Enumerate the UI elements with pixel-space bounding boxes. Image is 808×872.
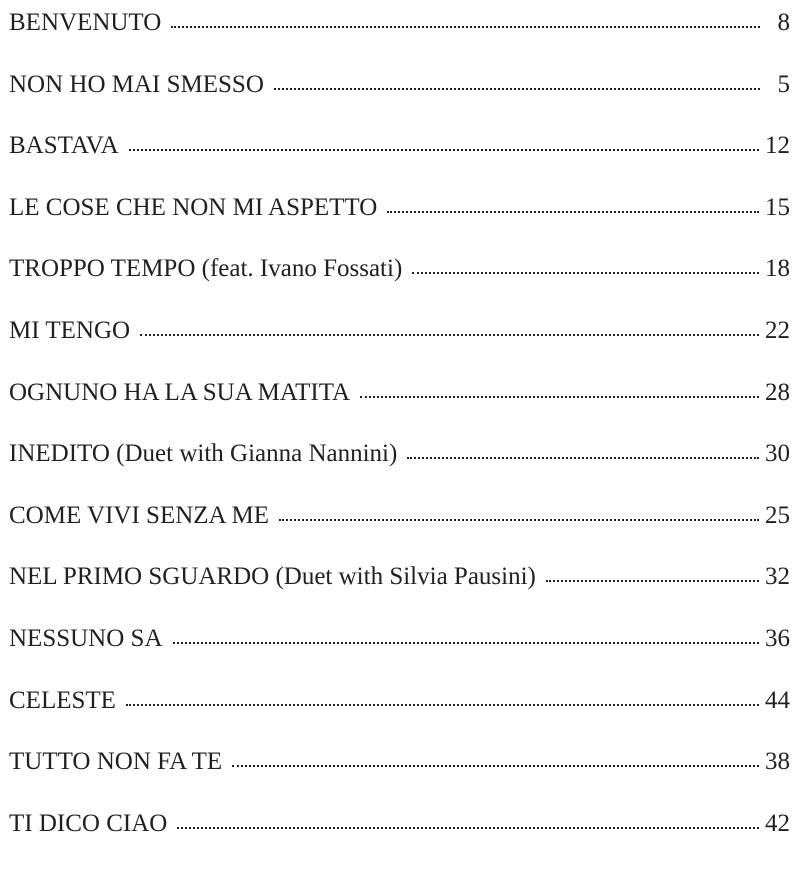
toc-entry-page-number: 12 bbox=[765, 132, 790, 160]
dot-leader bbox=[546, 578, 759, 582]
toc-entry-title: TUTTO NON FA TE bbox=[9, 748, 223, 776]
toc-entry-title: LE COSE CHE NON MI ASPETTO bbox=[9, 193, 378, 221]
dot-leader bbox=[173, 640, 759, 644]
toc-entry bbox=[9, 564, 790, 626]
toc-entry-page-number: 8 bbox=[777, 9, 790, 36]
toc-entry-title: TROPPO TEMPO (feat. Ivano Fossati) bbox=[9, 255, 403, 283]
toc-entry-title: NESSUNO SA bbox=[9, 624, 163, 652]
toc-entry bbox=[9, 72, 790, 134]
dot-leader bbox=[274, 86, 760, 90]
dot-leader bbox=[140, 332, 759, 336]
toc-entry bbox=[9, 256, 790, 318]
dot-leader bbox=[177, 825, 759, 829]
toc-entry-title: NEL PRIMO SGUARDO (Duet with Silvia Pausini) bbox=[9, 563, 536, 591]
toc-entry-title: CELESTE bbox=[9, 686, 116, 714]
toc-entry-page-number: 18 bbox=[765, 255, 790, 283]
toc-entry-title: INEDITO (Duet with Gianna Nannini) bbox=[9, 440, 398, 468]
toc-entry-page-number: 44 bbox=[765, 686, 790, 714]
toc-entry-title: OGNUNO HA LA SUA MATITA bbox=[9, 378, 351, 406]
toc-entry bbox=[9, 503, 790, 565]
toc-entry bbox=[9, 318, 790, 380]
toc-entry bbox=[9, 195, 790, 257]
toc-entry bbox=[9, 688, 790, 750]
dot-leader bbox=[407, 455, 759, 459]
dot-leader bbox=[232, 763, 759, 767]
dot-leader bbox=[412, 270, 759, 274]
toc-entry-page-number: 22 bbox=[765, 316, 790, 344]
toc-entry bbox=[9, 441, 790, 503]
toc-list bbox=[9, 0, 790, 872]
toc-entry-page-number: 38 bbox=[765, 748, 790, 776]
dot-leader bbox=[171, 24, 760, 28]
dot-leader bbox=[126, 702, 759, 706]
toc-entry bbox=[9, 749, 790, 811]
toc-entry-page-number: 30 bbox=[765, 440, 790, 468]
toc-entry-title: MI TENGO bbox=[9, 316, 131, 344]
toc-entry-title: COME VIVI SENZA ME bbox=[9, 501, 269, 529]
toc-entry-page-number: 36 bbox=[765, 624, 790, 652]
dot-leader bbox=[279, 517, 759, 521]
toc-entry bbox=[9, 380, 790, 442]
toc-entry-title: BENVENUTO bbox=[9, 9, 162, 36]
dot-leader bbox=[129, 147, 759, 151]
toc-entry-title: NON HO MAI SMESSO bbox=[9, 70, 264, 98]
toc-entry bbox=[9, 0, 790, 72]
toc-entry bbox=[9, 133, 790, 195]
toc-entry-title: BASTAVA bbox=[9, 132, 119, 160]
dot-leader bbox=[387, 209, 759, 213]
toc-entry-page-number: 32 bbox=[765, 563, 790, 591]
toc-entry-page-number: 28 bbox=[765, 378, 790, 406]
toc-entry-title: TI DICO CIAO bbox=[9, 809, 168, 837]
dot-leader bbox=[360, 394, 759, 398]
toc-entry-page-number: 15 bbox=[765, 193, 790, 221]
toc-entry bbox=[9, 626, 790, 688]
toc-entry bbox=[9, 811, 790, 872]
toc-entry-page-number: 5 bbox=[777, 70, 790, 98]
toc-entry-page-number: 42 bbox=[765, 809, 790, 837]
toc-entry-page-number: 25 bbox=[765, 501, 790, 529]
